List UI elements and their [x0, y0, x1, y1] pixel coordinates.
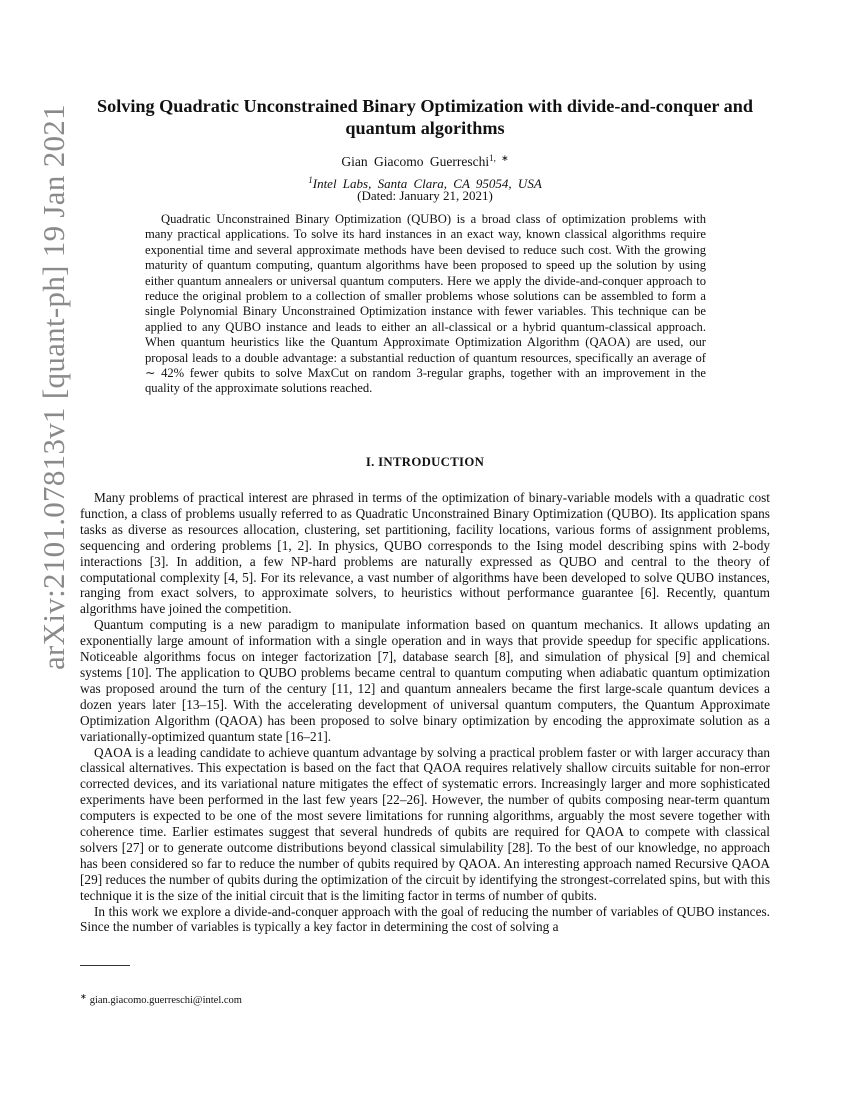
paragraph: Many problems of practical interest are phrased in terms of the optimization of binary-variable models with a quadratic cost function, a class of problems usually referred to as Quadratic Unconstrained Binary Optimization (QUBO). Its application spans tasks as diverse as resources allocation, clustering, set partitioning, facility locations, various forms of assignment problems, sequencing and ordering problems [1, 2]. In physics, QUBO corresponds to the Ising model describing spins with 2-body interactions [3]. In addition, a few NP-hard problems are naturally expressed as QUBO and central to the theory of computational complexity [4, 5]. For its relevance, a vast number of algorithms have been developed to solve QUBO instances, ranging from exact solvers, to approximate solvers, to heuristics without performance guarantee [6]. Recently, quantum algorithms have joined the competition.: [80, 490, 770, 617]
author-line: [80, 150, 770, 170]
author-name: Gian Giacomo Guerreschi: [341, 154, 490, 169]
footnote: [80, 990, 480, 1007]
arxiv-identifier: arXiv:2101.07813v1 [quant-ph] 19 Jan 2021: [36, 104, 71, 670]
affiliation-mark: 1: [308, 175, 313, 185]
paper-title: Solving Quadratic Unconstrained Binary Optimization with divide-and-conquer and quantum algorithms: [96, 96, 754, 138]
paragraph: In this work we explore a divide-and-conquer approach with the goal of reducing the number of variables of QUBO instances. Since the number of variables is typically a key factor in determining the cost of solving a: [80, 903, 770, 935]
dated-line: (Dated: January 21, 2021): [357, 188, 493, 203]
paragraph: Quantum computing is a new paradigm to manipulate information based on quantum mechanics. It allows updating an exponentially large amount of information with a single operation and in ways that provide speedup for specific applications. Noticeable algorithms focus on integer factorization [7], database search [8], and simulation of physical [9] and chemical systems [10]. The application to QUBO problems became central to quantum computing when adiabatic quantum optimization was proposed around the turn of the century [11, 12] and quantum annealers became the first large-scale quantum devices a dozen years later [13–15]. With the accelerating development of universal quantum computers, the Quantum Approximate Optimization Algorithm (QAOA) has been proposed to solve binary optimization by encoding the approximate solution as a variationally-optimized quantum state [16–21].: [80, 617, 770, 744]
footnote-email: gian.giacomo.guerreschi@intel.com: [89, 995, 242, 1006]
abstract: Quadratic Unconstrained Binary Optimization (QUBO) is a broad class of optimization problems with many practical applications. To solve its hard instances in an exact way, known classical algorithms require exponential time and several approximate methods have been devised to reduce such cost. With the growing maturity of quantum computing, quantum algorithms have been proposed to speed up the solution by using either quantum annealers or universal quantum computers. Here we apply the divide-and-conquer approach to reduce the original problem to a collection of smaller problems whose solutions can be assembled to form a single Polynomial Binary Unconstrained Optimization instance with fewer variables. This technique can be applied to any QUBO instance and leads to either an all-classical or a hybrid quantum-classical approach. When quantum heuristics like the Quantum Approximate Optimization Algorithm (QAOA) are used, our proposal leads to a double advantage: a substantial reduction of quantum resources, specifically an average of ∼ 42% fewer qubits to solve MaxCut on random 3-regular graphs, together with an improvement in the quality of the approximate solutions reached.: [145, 212, 706, 396]
affiliation-text: Intel Labs, Santa Clara, CA 95054, USA: [312, 176, 542, 191]
footnote-rule: [80, 965, 130, 966]
section-heading: I. INTRODUCTION: [365, 455, 485, 469]
paragraph: QAOA is a leading candidate to achieve quantum advantage by solving a practical problem faster or with larger accuracy than classical alternatives. This expectation is based on the fact that QAOA requires relatively shallow circuits suitable for non-error corrected devices, and its variational nature mitigates the effect of systematic errors. Increasingly larger and more sophisticated experiments have been performed in the last few years [22–26]. However, the number of qubits composing near-term quantum computers is expected to be one of the most severe limitations for running algorithms, arguably the most severe together with coherence time. Earlier estimates suggest that several hundreds of qubits are required for QAOA to compete with classical solvers [27] or to generate outcome distributions beyond classical simulability [28]. To the best of our knowledge, no approach has been considered so far to reduce the number of qubits required by QAOA. An interesting approach named Recursive QAOA [29] reduces the number of qubits during the optimization of the circuit by identifying the strongest-correlated spins, but with this technique it is the size of the initial circuit that is the limiting factor in terms of number of qubits.: [80, 744, 770, 903]
author-marks: 1, ∗: [489, 153, 509, 163]
intro-body: [80, 490, 770, 935]
footnote-mark: ∗: [80, 992, 87, 1001]
